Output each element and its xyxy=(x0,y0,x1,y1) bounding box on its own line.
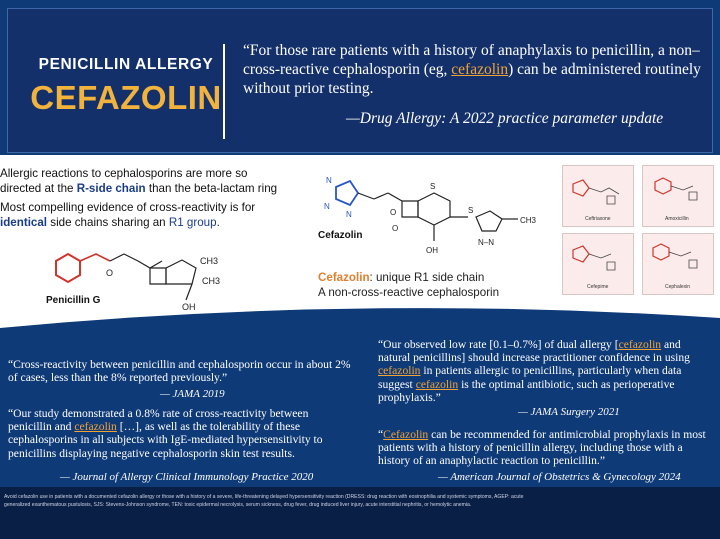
cephalexin-label: Cephalexin xyxy=(665,284,691,290)
cefazolin-structure xyxy=(318,173,558,268)
quote-jaci-2020-highlight: cefazolin xyxy=(74,420,117,434)
header-citation: —Drug Allergy: A 2022 practice parameter update xyxy=(346,110,664,127)
quote-jama-surgery-part-3: in patients allergic to penicillins, particularly when data suggest xyxy=(378,364,682,391)
header-quote-highlight: cefazolin xyxy=(451,61,509,78)
footnote-text xyxy=(4,494,720,509)
quote-jaci-2020-start: “Our study demonstrated a 0.8% rate of cross-reactivity between penicillin and xyxy=(8,407,309,434)
quote-jama-surgery-part-4: is the optimal antibiotic, such as perioperative prophylaxis.” xyxy=(378,377,675,404)
amoxicillin-structure-icon xyxy=(643,170,713,218)
thiadiazole-ring xyxy=(476,211,502,231)
quote-jama-2019-citation: — JAMA 2019 xyxy=(160,388,225,400)
point-line-3: Most compelling evidence of cross-reactivity is for xyxy=(0,201,256,214)
header-panel xyxy=(7,8,713,153)
cefepime-structure-icon xyxy=(563,238,633,286)
header-quote-start: “For those rare patients with a history of anaphylaxis to penicillin, a non–cross-reactive cephalosporin (eg, xyxy=(243,42,700,78)
penicillin-carboxyl-bond xyxy=(186,284,192,300)
penicillin-core-chain xyxy=(110,254,162,268)
beta-lactam-ring xyxy=(150,268,166,284)
quote-ajog-citation: — American Journal of Obstetrics & Gynecology 2024 xyxy=(438,471,681,483)
cefazolin-caption-drug: Cefazolin xyxy=(318,271,370,284)
penicillin-ch3-label-a: CH3 xyxy=(200,256,219,266)
point-line-4-end: . xyxy=(216,216,220,229)
drug-title: CEFAZOLIN xyxy=(30,79,222,116)
ceftriaxone-label: Ceftriaxone xyxy=(585,216,611,222)
amoxicillin-thumbnail xyxy=(642,165,714,227)
quote-jama-surgery-2021 xyxy=(378,338,714,404)
footnote-bar xyxy=(0,487,720,539)
quote-jama-surgery-citation: — JAMA Surgery 2021 xyxy=(518,406,620,418)
r-side-chain-term: R-side chain xyxy=(76,182,146,195)
dihydrothiazine-ring xyxy=(418,193,450,225)
quote-ajog-open-mark: “ xyxy=(378,428,384,441)
cefazolin-caption xyxy=(318,271,484,284)
cefazolin-beta-lactam-ring xyxy=(402,201,418,217)
quote-jama-surgery-highlight-3: cefazolin xyxy=(415,377,459,391)
penicillin-oh-label: OH xyxy=(182,302,196,312)
tetrazole-n2-label: N xyxy=(324,202,330,211)
quote-jama-2019: “Cross-reactivity between penicillin and cephalosporin occur in about 2% of cases, less than the 8% reported previously.” xyxy=(8,358,351,385)
cefazolin-s2-label: S xyxy=(468,206,474,215)
tetrazole-n3-label: N xyxy=(346,210,352,219)
point-line-2 xyxy=(0,182,277,197)
quote-ajog-rest: can be recommended for antimicrobial prophylaxis in most patients with a history of penicillin allergy, including those with a history of an anaphylactic reaction to penicillin.” xyxy=(378,428,706,468)
cefazolin-oh-label: OH xyxy=(426,246,438,255)
quote-jama-surgery-part-1: “Our observed low rate [0.1–0.7%] of dual allergy [ xyxy=(378,338,619,351)
tetrazole-ring xyxy=(336,181,358,205)
penicillin-side-chain xyxy=(80,254,110,261)
section-wave-divider xyxy=(0,300,720,340)
header-quote xyxy=(243,41,703,98)
header-quote-end: ) can be administered routinely without prior testing. xyxy=(243,61,701,97)
point-line-2-start: directed at the xyxy=(0,182,77,195)
point-line-4 xyxy=(0,216,220,231)
point-line-1: Allergic reactions to cephalosporins are more so xyxy=(0,167,248,180)
cefazolin-amide-bond xyxy=(388,193,402,201)
cefazolin-caption-line-2: A non-cross-reactive cephalosporin xyxy=(318,286,500,299)
r1-group-term: R1 group xyxy=(168,216,217,229)
quote-ajog-highlight: Cefazolin xyxy=(383,428,429,441)
thiazolidine-ring xyxy=(166,260,196,284)
footnote-line-2: generalized exanthematous pustulosis, SJS: Stevens-Johnson syndrome, TEN: toxic epidermal necrolysis, serum sickness, drug fever, drug induced liver injury, acute interstitial nephritis, or hemolytic anemia. xyxy=(4,501,472,508)
cephalexin-thumbnail xyxy=(642,233,714,295)
quote-jaci-2020-citation: — Journal of Allergy Clinical Immunology Practice 2020 xyxy=(60,471,314,483)
cefazolin-linker-bond-2 xyxy=(374,193,388,199)
penicillin-benzene-ring xyxy=(56,254,80,282)
thiadiazole-n-label: N–N xyxy=(478,238,495,247)
point-line-2-end: than the beta-lactam ring xyxy=(145,182,278,195)
tetrazole-n-label: N xyxy=(326,176,332,185)
cefazolin-o1-label: O xyxy=(390,208,397,217)
identical-term: identical xyxy=(0,216,48,229)
footnote-line-1: Avoid cefazolin use in patients with a documented cefazolin allergy or those with a history of a severe, life-threatening delayed hypersensitivity reaction (DRESS: drug reaction with eosinophilia and systemic symptoms, AGEP: acute xyxy=(4,494,524,500)
topic-label: PENICILLIN ALLERGY xyxy=(38,56,214,73)
quote-jaci-2020-end: […], as well as the tolerability of these cephalosporins in all subjects with IgE-mediated hypersensitivity to penicillins displaying negative cephalosporin skin test results. xyxy=(8,420,323,460)
cefazolin-caption-rest: : unique R1 side chain xyxy=(369,271,485,284)
header-divider xyxy=(223,44,225,139)
cefazolin-o2-label: O xyxy=(392,224,399,233)
quote-ajog-2024 xyxy=(378,428,716,468)
cefazolin-s1-label: S xyxy=(430,182,436,191)
penicillin-o-label: O xyxy=(106,268,114,278)
cefazolin-ch3-label: CH3 xyxy=(520,216,537,225)
quote-jaci-2020 xyxy=(8,407,353,460)
cephalexin-structure-icon xyxy=(643,238,713,286)
point-line-4-middle: side chains sharing an xyxy=(47,216,169,229)
quote-jama-surgery-highlight-2: cefazolin xyxy=(378,364,421,378)
cefazolin-linker-bond-1 xyxy=(358,193,374,199)
mechanism-panel xyxy=(0,155,720,340)
penicillin-g-label: Penicillin G xyxy=(46,295,101,306)
quote-jama-surgery-highlight-1: cefazolin xyxy=(618,338,662,351)
amoxicillin-label: Amoxicillin xyxy=(665,216,689,222)
cefepime-label: Cefepime xyxy=(587,284,609,290)
quote-jama-surgery-part-2: and natural penicillins] should increase practitioner confidence in using xyxy=(378,338,690,365)
cefepime-thumbnail xyxy=(562,233,634,295)
ceftriaxone-thumbnail xyxy=(562,165,634,227)
penicillin-ch3-label-b: CH3 xyxy=(202,276,221,286)
cefazolin-label: Cefazolin xyxy=(318,230,363,241)
ceftriaxone-structure-icon xyxy=(563,170,633,218)
